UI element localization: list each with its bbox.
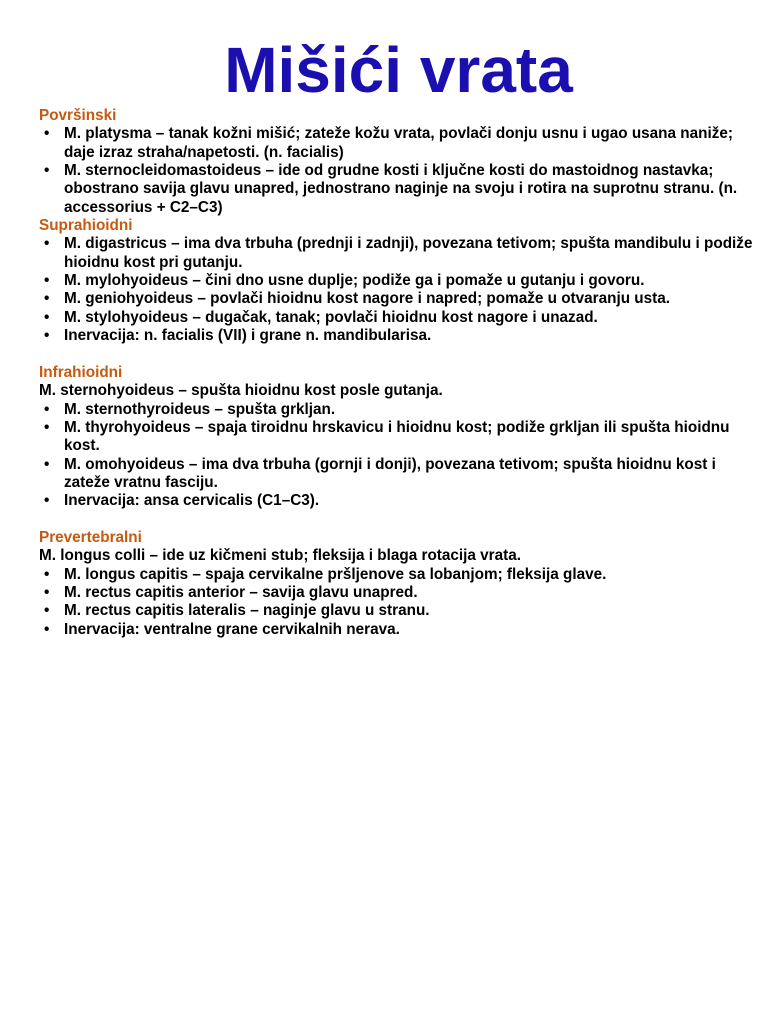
list-item: • M. platysma – tanak kožni mišić; zateže kožu vrata, povlači donju usnu i ugao usana naniže; daje izraz straha/napetosti. (n. facialis) bbox=[39, 125, 758, 162]
list-item: • M. rectus capitis anterior – savija glavu unapred. bbox=[39, 584, 758, 602]
list-item: • M. omohyoideus – ima dva trbuha (gornji i donji), povezana tetivom; spušta hioidnu kost i zateže vratnu fasciju. bbox=[39, 456, 758, 493]
section-heading: Infrahioidni bbox=[39, 363, 123, 381]
list-item: • M. digastricus – ima dva trbuha (prednji i zadnji), povezana tetivom; spušta mandibulu i podiže hioidnu kost pri gutanju. bbox=[39, 235, 758, 272]
document-body bbox=[39, 107, 758, 639]
section-intro-line: M. sternohyoideus – spušta hioidnu kost posle gutanja. bbox=[39, 382, 443, 400]
section-prevertebralni bbox=[39, 529, 758, 639]
muscle-list bbox=[39, 125, 758, 217]
list-item: • M. sternothyroideus – spušta grkljan. bbox=[39, 401, 758, 419]
list-item: • M. sternocleidomastoideus – ide od grudne kosti i ključne kosti do mastoidnog nastavka; obostrano savija glavu unapred, jednostrano naginje na svoju i rotira na suprotnu stranu. (n. accessorius + C2–C3) bbox=[39, 162, 758, 217]
section-povrsinski bbox=[39, 107, 758, 217]
muscle-list bbox=[39, 566, 758, 639]
list-item: • M. mylohyoideus – čini dno usne duplje; podiže ga i pomaže u gutanju i govoru. bbox=[39, 272, 758, 290]
list-item: • Inervacija: n. facialis (VII) i grane n. mandibularisa. bbox=[39, 327, 758, 345]
page-title: Mišići vrata bbox=[224, 34, 573, 106]
section-intro-line: M. longus colli – ide uz kičmeni stub; fleksija i blaga rotacija vrata. bbox=[39, 547, 521, 565]
list-item: • Inervacija: ansa cervicalis (C1–C3). bbox=[39, 492, 758, 510]
section-suprahioidni bbox=[39, 217, 758, 345]
list-item: • M. thyrohyoideus – spaja tiroidnu hrskavicu i hioidnu kost; podiže grkljan ili spušta hioidnu kost. bbox=[39, 419, 758, 456]
list-item: • M. geniohyoideus – povlači hioidnu kost nagore i napred; pomaže u otvaranju usta. bbox=[39, 290, 758, 308]
list-item: • Inervacija: ventralne grane cervikalnih nerava. bbox=[39, 621, 758, 639]
section-heading: Površinski bbox=[39, 107, 117, 124]
section-infrahioidni bbox=[39, 364, 758, 511]
section-heading: Suprahioidni bbox=[39, 217, 133, 235]
list-item: • M. longus capitis – spaja cervikalne pršljenove sa lobanjom; fleksija glave. bbox=[39, 566, 758, 584]
muscle-list bbox=[39, 235, 758, 345]
list-item: • M. rectus capitis lateralis – naginje glavu u stranu. bbox=[39, 602, 758, 620]
section-heading: Prevertebralni bbox=[39, 528, 142, 546]
muscle-list bbox=[39, 401, 758, 511]
list-item: • M. stylohyoideus – dugačak, tanak; povlači hioidnu kost nagore i unazad. bbox=[39, 309, 758, 327]
